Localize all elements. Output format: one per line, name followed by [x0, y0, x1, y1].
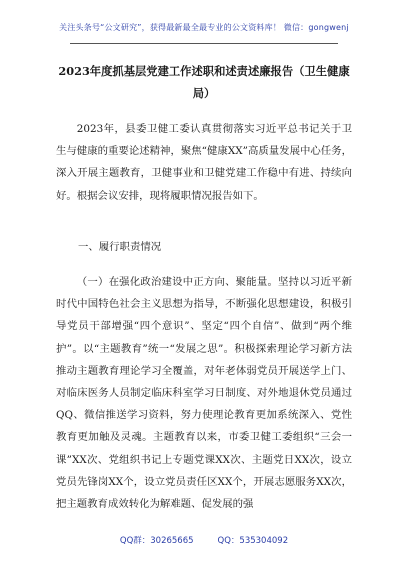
document-title: 2023年度抓基层党建工作述职和述责述廉报告（卫生健康局）: [58, 64, 350, 100]
page-footer: [0, 534, 408, 546]
header-divider: [70, 43, 338, 44]
footer-qq-group: QQ群：30265665: [119, 536, 194, 546]
section-heading: 一、履行职责情况: [78, 241, 162, 253]
section-paragraph: （一）在强化政治建设中正方向、聚能量。坚持以习近平新时代中国特色社会主义思想为指导，不断强化思想建设，积极引导党员干部增强“四个意识”、坚定“四个自信”、做到“两个维护”。以“主题教育”统一“发展之思”。积极探索理论学习新方法推动主题教育理论学习全覆盖，对年老体弱党员开展送学上门、对临床医务人员制定临床科室学习日制度、对外地退休党员通过QQ、微信推送学习资料，努力使理论教育更加系统深入、党性教育更加触及灵魂。主题教育以来，市委卫健工委组织“三会一课”XX次、党组织书记上专题党课XX次、主题党日XX次，设立党员先锋岗XX个，设立党员责任区XX个，开展志愿服务XX次，把主题教育成效转化为解难题、促发展的强: [56, 276, 352, 511]
intro-paragraph: 2023年，县委卫健工委认真贯彻落实习近平总书记关于卫生与健康的重要论述精神，聚焦“健康XX”高质量发展中心任务，深入开展主题教育，卫健事业和卫健党建工作稳中有进、持续向好。根据会议安排，现将履职情况报告如下。: [56, 123, 352, 202]
footer-qq: QQ：535304092: [217, 536, 289, 546]
page-header: 关注头条号“公文研究”，获得最新最全最专业的公文资料库！ 微信：gongwenj: [59, 23, 349, 32]
